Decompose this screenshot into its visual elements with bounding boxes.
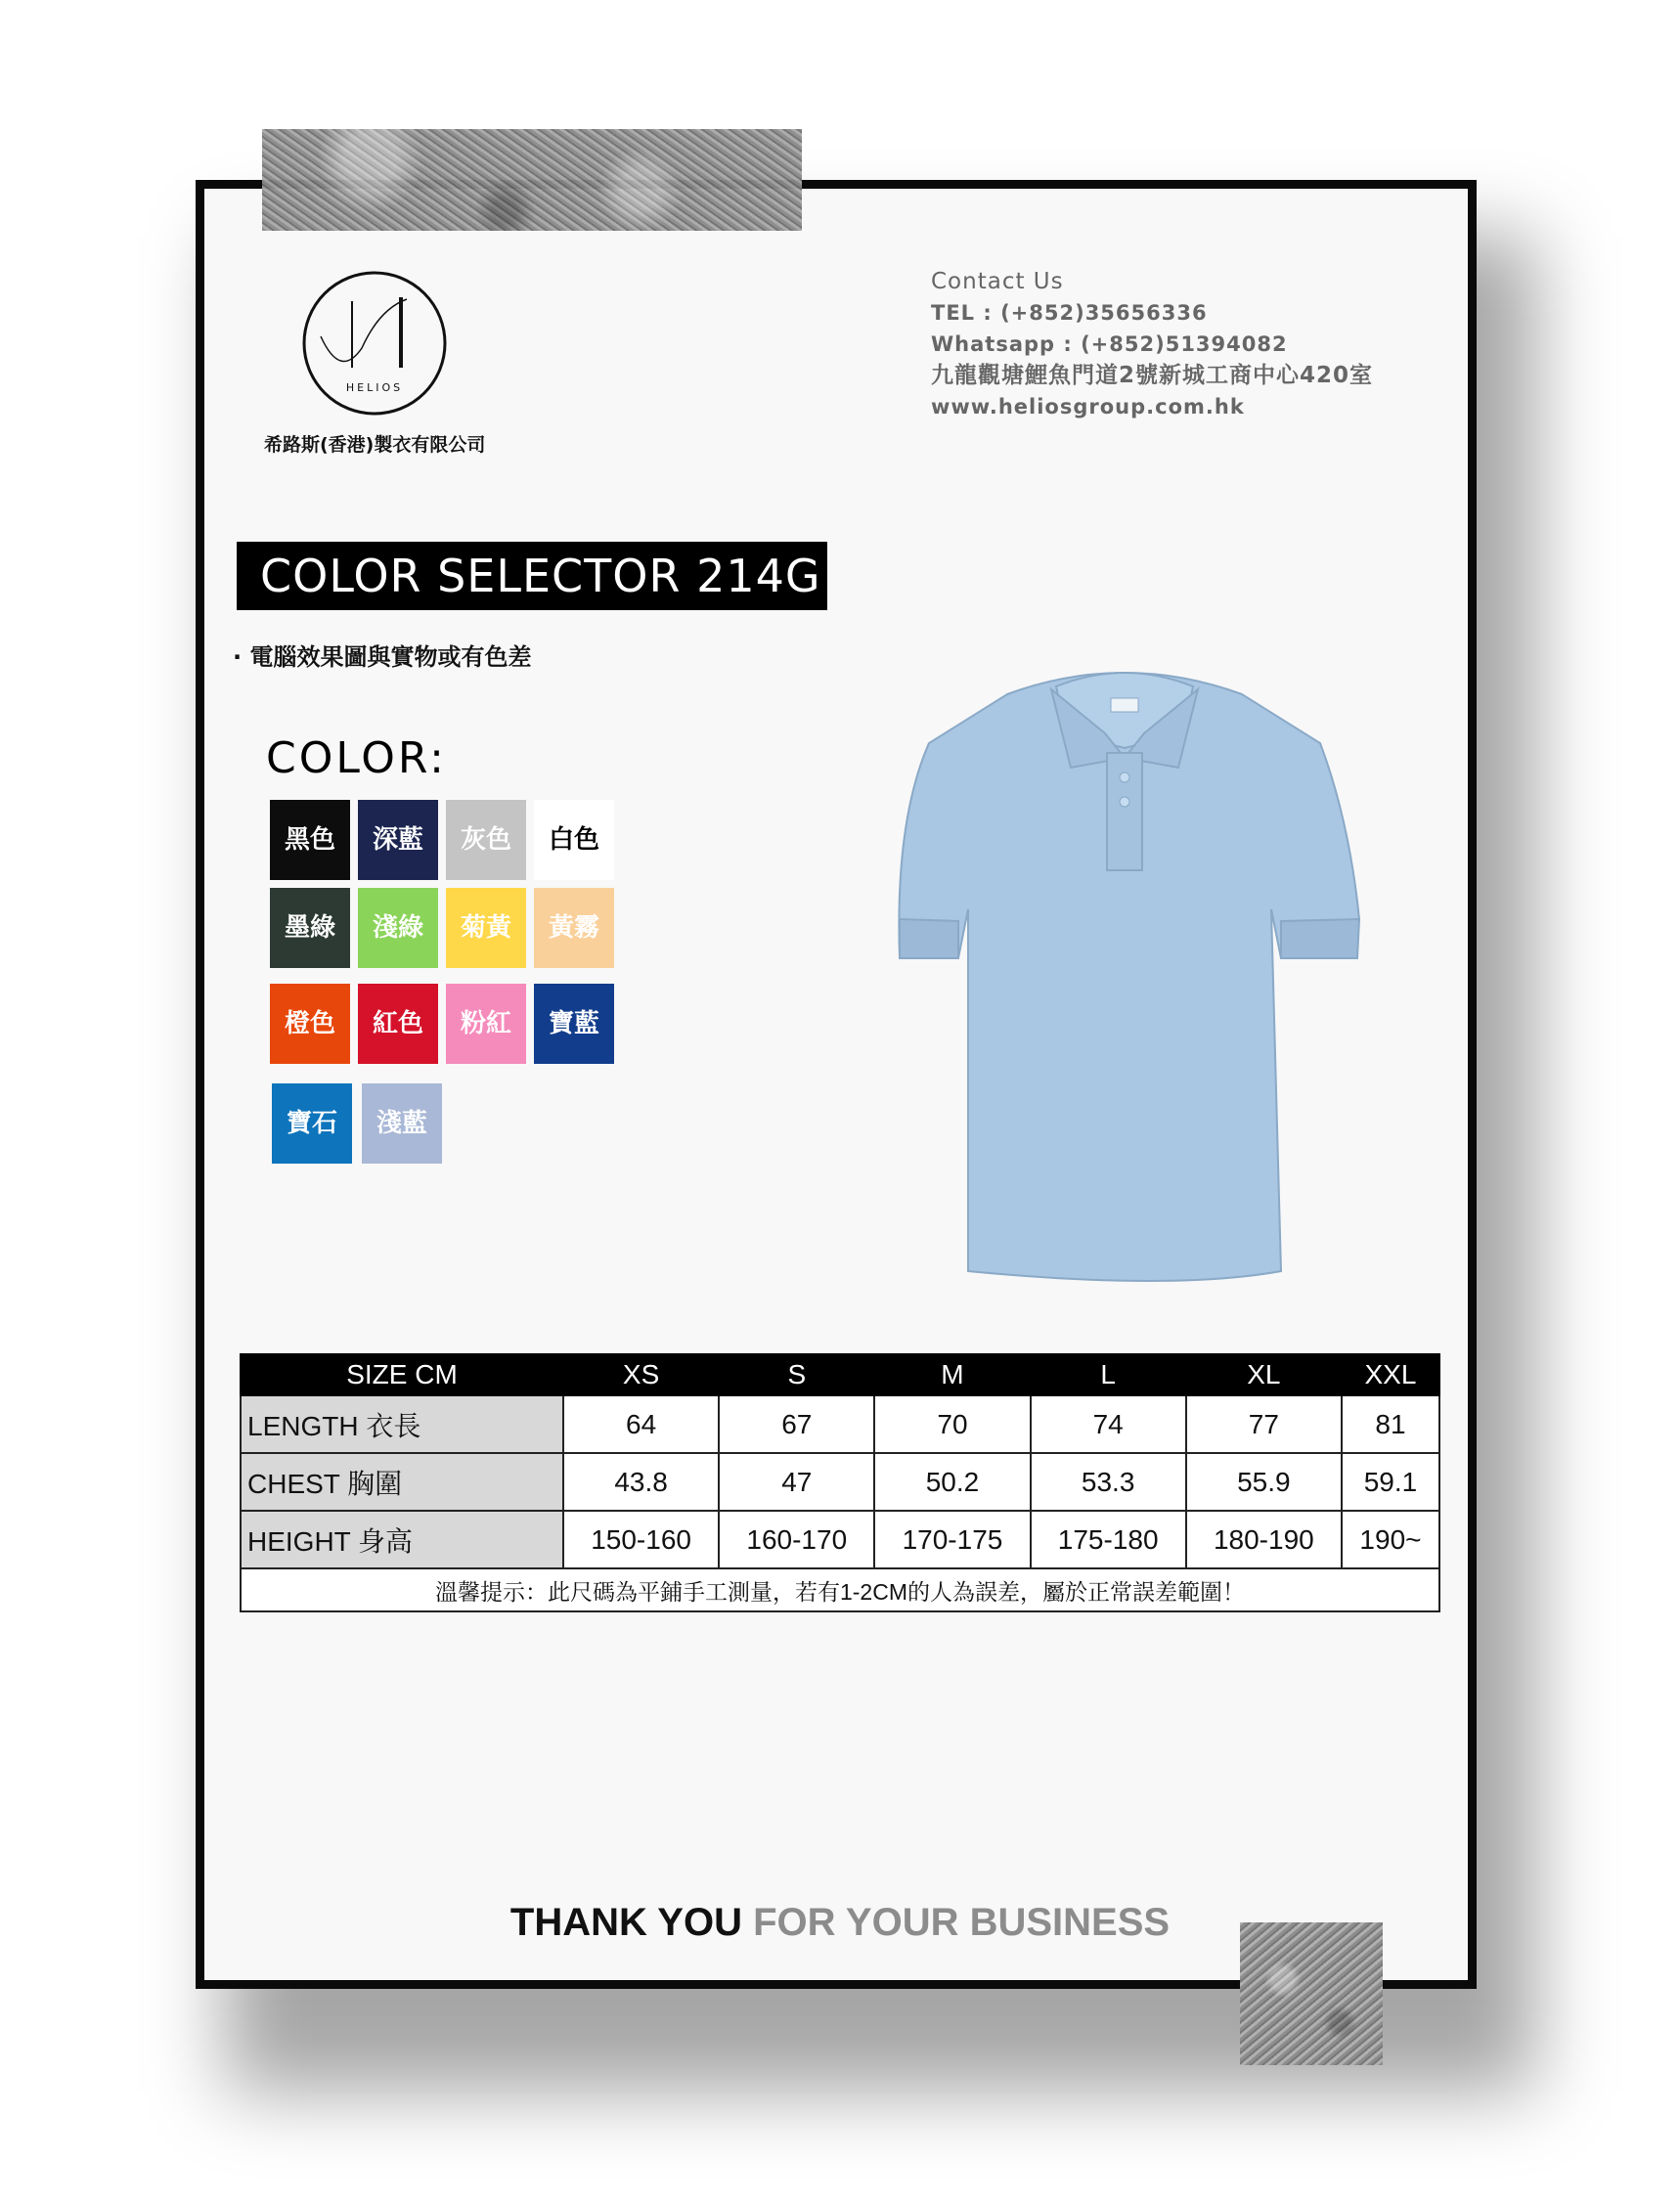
contact-title: Contact Us <box>931 269 1064 294</box>
table-cell: 64 <box>563 1395 719 1453</box>
swatch-label: 寶石 <box>286 1109 337 1138</box>
contact-whatsapp: Whatsapp : (+852)51394082 <box>931 332 1288 356</box>
swatch-label: 黑色 <box>284 825 335 855</box>
swatch-12[interactable] <box>272 1083 352 1164</box>
table-cell: 53.3 <box>1031 1453 1186 1511</box>
size-header: S <box>719 1354 874 1395</box>
page-title: COLOR SELECTOR 214G <box>237 542 827 610</box>
contact-address: 九龍觀塘鯉魚門道2號新城工商中心420室 <box>931 363 1374 388</box>
row-label: LENGTH 衣長 <box>241 1395 563 1453</box>
size-header: XXL <box>1342 1354 1439 1395</box>
size-header-row <box>241 1354 1439 1395</box>
table-row <box>241 1511 1439 1568</box>
table-cell: 190~ <box>1342 1511 1439 1568</box>
swatch-label: 淺綠 <box>372 913 423 943</box>
swatch-label: 菊黃 <box>460 913 511 943</box>
size-header: XL <box>1186 1354 1342 1395</box>
table-cell: 67 <box>719 1395 874 1453</box>
swatch-1[interactable] <box>358 800 438 880</box>
swatch-7[interactable] <box>534 888 614 968</box>
size-header: M <box>874 1354 1030 1395</box>
table-cell: 43.8 <box>563 1453 719 1511</box>
table-cell: 175-180 <box>1031 1511 1186 1568</box>
swatch-10[interactable] <box>446 984 526 1064</box>
swatch-label: 灰色 <box>460 825 511 855</box>
contact-tel: TEL : (+852)35656336 <box>931 301 1208 325</box>
swatch-2[interactable] <box>446 800 526 880</box>
table-cell: 160-170 <box>719 1511 874 1568</box>
contact-block <box>931 266 1373 422</box>
row-label: CHEST 胸圍 <box>241 1453 563 1511</box>
logo-text: HELIOS <box>345 381 404 394</box>
table-cell: 74 <box>1031 1395 1186 1453</box>
table-row <box>241 1395 1439 1453</box>
swatch-label: 寶藍 <box>548 1009 599 1038</box>
swatch-label: 淺藍 <box>376 1109 427 1138</box>
table-cell: 77 <box>1186 1395 1342 1453</box>
table-cell: 50.2 <box>874 1453 1030 1511</box>
thank-you-bold: THANK YOU <box>509 1901 742 1944</box>
tip-row <box>241 1568 1439 1611</box>
thank-you-footer <box>0 1901 1680 1945</box>
color-disclaimer: · 電腦效果圖與實物或有色差 <box>233 643 532 671</box>
size-header: XS <box>563 1354 719 1395</box>
table-cell: 47 <box>719 1453 874 1511</box>
contact-website: www.heliosgroup.com.hk <box>931 395 1245 419</box>
table-cell: 55.9 <box>1186 1453 1342 1511</box>
swatch-label: 白色 <box>548 825 599 855</box>
swatch-label: 黃霧 <box>548 913 599 943</box>
swatch-label: 深藍 <box>372 825 423 855</box>
swatch-label: 紅色 <box>372 1009 423 1038</box>
size-table <box>240 1353 1440 1612</box>
table-cell: 81 <box>1342 1395 1439 1453</box>
polo-shirt-image <box>880 665 1369 1291</box>
swatch-0[interactable] <box>270 800 350 880</box>
row-label: HEIGHT 身高 <box>241 1511 563 1568</box>
table-row <box>241 1453 1439 1511</box>
swatch-8[interactable] <box>270 984 350 1064</box>
thank-you-rest: FOR YOUR BUSINESS <box>753 1901 1171 1944</box>
helios-logo <box>301 270 448 417</box>
color-label: COLOR: <box>266 733 447 783</box>
swatch-5[interactable] <box>358 888 438 968</box>
size-header: SIZE CM <box>241 1354 563 1395</box>
swatch-6[interactable] <box>446 888 526 968</box>
table-cell: 170-175 <box>874 1511 1030 1568</box>
swatch-label: 橙色 <box>284 1009 335 1038</box>
tape-top <box>262 129 802 231</box>
table-cell: 180-190 <box>1186 1511 1342 1568</box>
swatch-13[interactable] <box>362 1083 442 1164</box>
swatch-label: 墨綠 <box>284 913 335 943</box>
swatch-11[interactable] <box>534 984 614 1064</box>
company-name: 希路斯(香港)製衣有限公司 <box>264 434 486 456</box>
size-tip: 溫馨提示：此尺碼為平鋪手工測量，若有1-2CM的人為誤差，屬於正常誤差範圍！ <box>241 1568 1439 1611</box>
tape-bottom <box>1240 1922 1383 2065</box>
table-cell: 59.1 <box>1342 1453 1439 1511</box>
swatch-9[interactable] <box>358 984 438 1064</box>
swatch-label: 粉紅 <box>460 1009 511 1038</box>
swatch-3[interactable] <box>534 800 614 880</box>
table-cell: 70 <box>874 1395 1030 1453</box>
swatch-4[interactable] <box>270 888 350 968</box>
table-cell: 150-160 <box>563 1511 719 1568</box>
size-header: L <box>1031 1354 1186 1395</box>
